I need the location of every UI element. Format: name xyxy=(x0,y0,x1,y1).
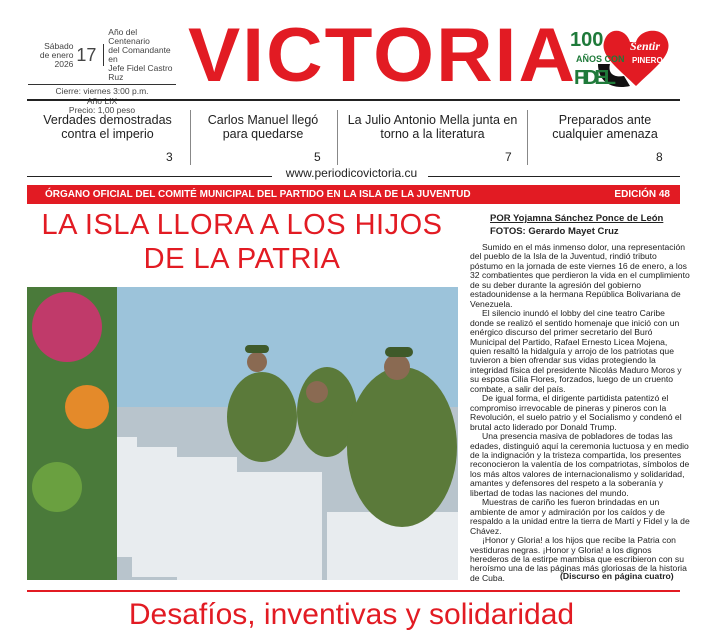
byline xyxy=(490,212,663,238)
month-year: de enero 2026 xyxy=(39,49,74,69)
banner xyxy=(27,185,680,204)
teaser-2[interactable] xyxy=(198,113,328,141)
teaser-title[interactable]: Carlos Manuel llegó para quedarse xyxy=(207,113,319,141)
svg-text:AÑOS CON: AÑOS CON xyxy=(576,54,625,64)
continued-note[interactable]: (Discurso en página cuatro) xyxy=(560,571,674,581)
divider xyxy=(27,99,680,101)
teaser-page: 3 xyxy=(166,150,173,164)
teaser-4[interactable] xyxy=(535,113,675,141)
divider xyxy=(103,44,104,66)
author: POR Yojamna Sánchez Ponce de León xyxy=(490,213,664,224)
teaser-page: 5 xyxy=(314,150,321,164)
paragraph: Muestras de cariño les fueron brindadas en un ambiente de amor y admiración por los caídos y de respaldo a la unidad entre la tierra de Martí y Fidel y la de Chávez. xyxy=(470,497,690,536)
closing-time: Cierre: viernes 3:00 p.m. xyxy=(55,86,149,96)
article-body xyxy=(470,243,690,583)
photo-credit: FOTOS: Gerardo Mayet Cruz xyxy=(490,226,619,237)
website-text[interactable]: www.periodicovictoria.cu xyxy=(282,166,421,180)
teaser-page: 7 xyxy=(505,150,512,164)
article-headline: LA ISLA LLORA A LOS HIJOS DE LA PATRIA xyxy=(41,209,443,275)
divider xyxy=(527,110,528,165)
paragraph: ¡Honor y Gloria! a los hijos que recibe la Patria con vestiduras negras. ¡Honor y Gloria! a los dignos herederos de la estirpe mambisa que escribieron con su heroísmo una de las páginas más gloriosas de la historia de Cuba. xyxy=(470,535,687,583)
banner-org: ÓRGANO OFICIAL DEL COMITÉ MUNICIPAL DEL PARTIDO EN LA ISLA DE LA JUVENTUD xyxy=(45,189,471,200)
teaser-3[interactable] xyxy=(345,113,520,141)
article-photo xyxy=(27,287,458,580)
svg-text:PINERO: PINERO xyxy=(632,56,663,65)
svg-text:Sentir: Sentir xyxy=(630,39,661,53)
edition: EDICIÓN 48 xyxy=(614,189,670,200)
teaser-1[interactable] xyxy=(35,113,180,141)
paragraph: El silencio inundó el lobby del cine teatro Caribe donde se realizó el sentido homenaje que inició con un enérgico discurso del primer secretario del Buró Municipal del Partido, Rafael Ernesto Licea Mojena, quien resaltó la hidalguía y arrojo de los patriotas que tuvieron a bien ofrendar sus vidas protegiendo la integridad física del presidente Nicolás Maduro Moros y su esposa Cilia Flores, forzados, luego de un cruento combate, a salir del país. xyxy=(470,308,682,394)
svg-text:100: 100 xyxy=(570,29,604,51)
paragraph: Una presencia masiva de pobladores de todas las edades, distinguió aquí la ceremonia luctuosa y en medio de la indignación y la tristeza compartida, los presentes reconocieron la valentía de los compatriotas, símbolos de los más altos valores de internacionalismo y solidaridad, amantes y defensores del respeto a la soberanía y libertad de todas las naciones del mundo. xyxy=(470,431,690,498)
teaser-title[interactable]: Verdades demostradas contra el imperio xyxy=(43,113,172,141)
teaser-page: 8 xyxy=(656,150,663,164)
date-block xyxy=(28,28,176,116)
paragraph: De igual forma, el dirigente partidista patentizó el compromiso irrevocable de pineras y pineros con la Revolución, el suelo patrio y el Socialismo y condenó el brutal acto liderado por Donald Trump. xyxy=(470,393,682,432)
price: Precio: 1,00 peso xyxy=(68,105,136,115)
website-link[interactable] xyxy=(0,166,703,180)
weekday: Sábado xyxy=(44,40,74,51)
logo-100-anos-sentir-pinero xyxy=(568,24,688,94)
bottom-headline[interactable]: Desafíos, inventivas y solidaridad xyxy=(128,598,575,631)
day: 17 xyxy=(76,45,97,65)
motto-line: del Comandante en xyxy=(108,45,171,64)
motto-line: Jefe Fidel Castro Ruz xyxy=(108,63,173,82)
divider xyxy=(27,590,680,592)
motto-line: Año del Centenario xyxy=(108,27,150,46)
divider xyxy=(428,176,680,177)
paragraph: Sumido en el más inmenso dolor, una representación del pueblo de la Isla de la Juventud, rindió tributo póstumo en la jornada de este viernes 16 de enero, a los 32 combatientes que perdieron la vida en el cumplimiento de su deber durante la agresión del gobierno estadounidense a la hermana República Bolivariana de Venezuela. xyxy=(470,242,690,309)
divider xyxy=(337,110,338,165)
teaser-title[interactable]: Preparados ante cualquier amenaza xyxy=(552,113,658,141)
svg-text:FIDEL: FIDEL xyxy=(574,67,616,89)
teaser-title[interactable]: La Julio Antonio Mella junta en torno a la literatura xyxy=(347,113,518,141)
masthead: VICTORIA xyxy=(188,13,578,98)
divider xyxy=(190,110,191,165)
